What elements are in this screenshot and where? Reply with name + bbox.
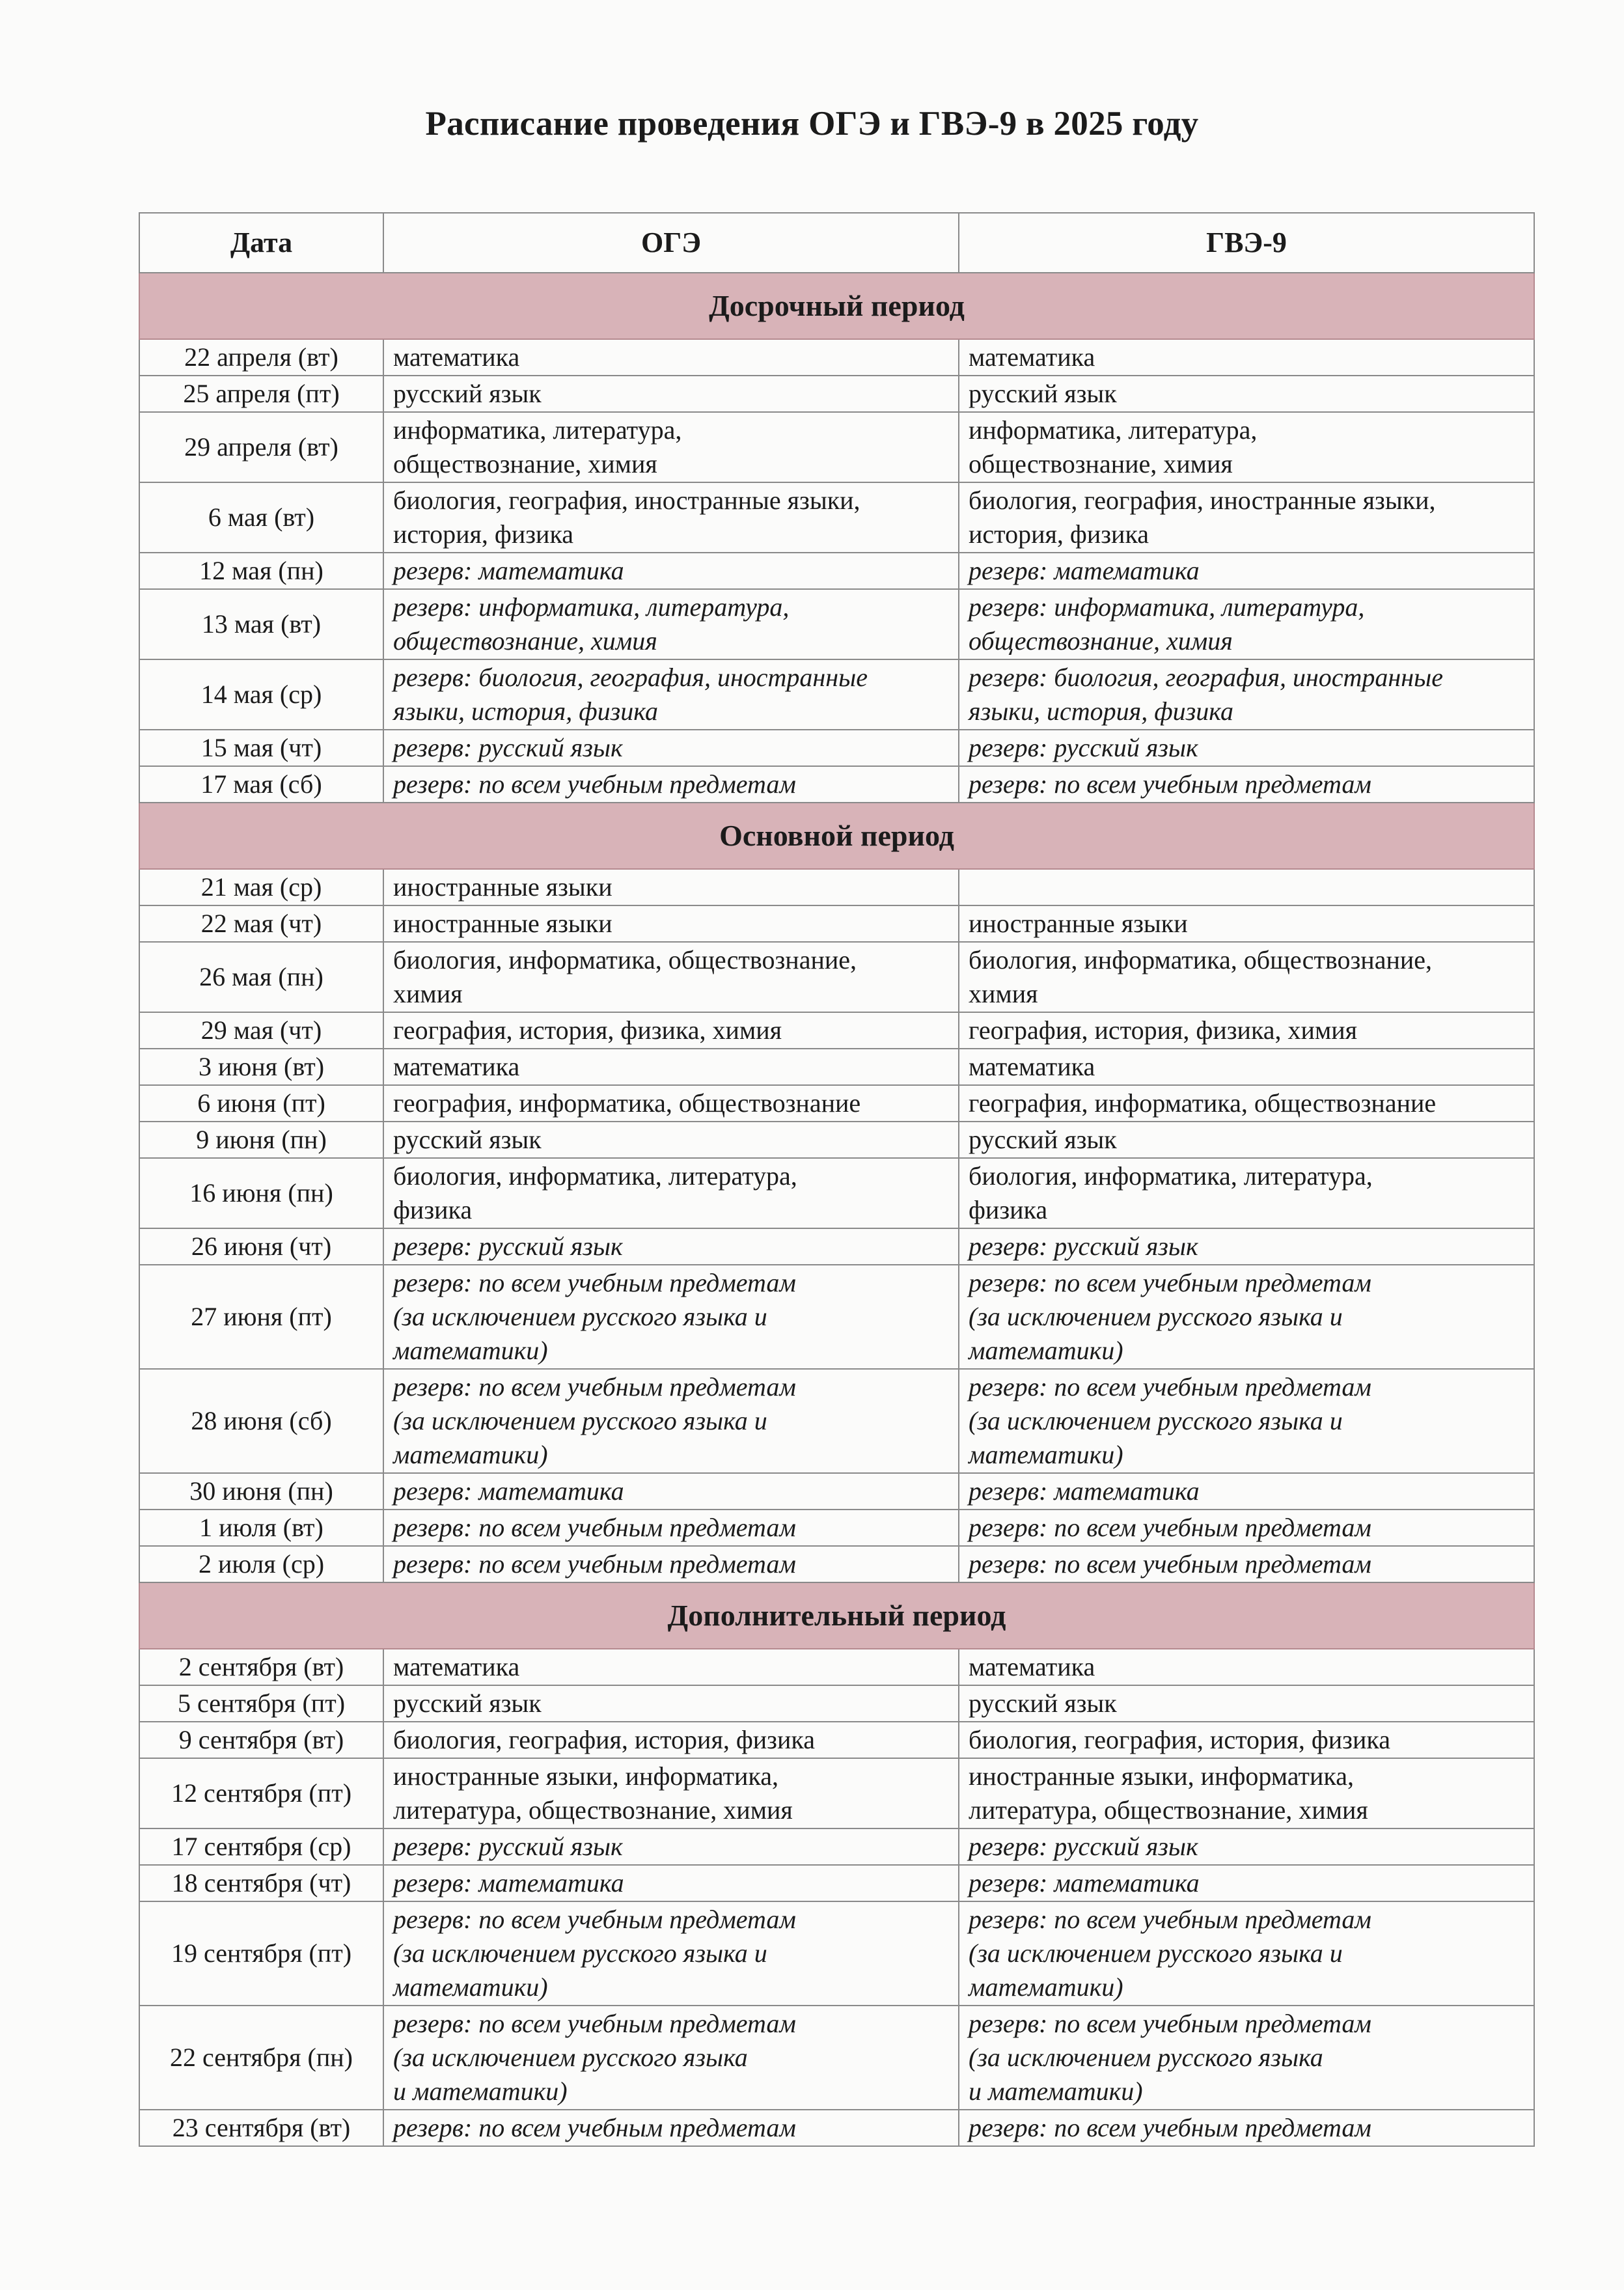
gve-subject-line: обществознание, химия xyxy=(969,626,1233,655)
oge-cell xyxy=(383,1265,959,1369)
date-cell: 18 сентября (чт) xyxy=(139,1865,383,1901)
oge-subject-line: резерв: по всем учебным предметам xyxy=(393,1372,796,1401)
gve-cell xyxy=(959,1012,1534,1049)
gve-subject-line: резерв: по всем учебным предметам xyxy=(969,2009,1371,2038)
date-cell: 22 мая (чт) xyxy=(139,905,383,942)
table-row xyxy=(139,1228,1534,1265)
gve-cell xyxy=(959,2006,1534,2110)
period-row xyxy=(139,273,1534,339)
date-cell: 3 июня (вт) xyxy=(139,1049,383,1085)
gve-cell xyxy=(959,766,1534,803)
gve-cell xyxy=(959,2110,1534,2146)
date-cell: 6 мая (вт) xyxy=(139,482,383,553)
date-cell: 25 апреля (пт) xyxy=(139,376,383,412)
oge-cell xyxy=(383,1722,959,1758)
oge-cell xyxy=(383,1473,959,1510)
gve-subject-line: русский язык xyxy=(969,1689,1117,1718)
gve-cell xyxy=(959,1369,1534,1473)
gve-cell xyxy=(959,376,1534,412)
oge-cell xyxy=(383,1758,959,1828)
gve-subject-line: математики) xyxy=(969,1972,1123,2002)
date-cell: 12 сентября (пт) xyxy=(139,1758,383,1828)
oge-subject-line: резерв: русский язык xyxy=(393,1832,623,1861)
oge-subject-line: математики) xyxy=(393,1336,548,1365)
oge-subject-line: и математики) xyxy=(393,2076,568,2106)
gve-subject-line: резерв: русский язык xyxy=(969,1832,1198,1861)
gve-subject-line: биология, география, история, физика xyxy=(969,1725,1390,1754)
oge-subject-line: химия xyxy=(393,979,463,1008)
table-row xyxy=(139,730,1534,766)
oge-cell xyxy=(383,1049,959,1085)
gve-cell xyxy=(959,412,1534,482)
oge-subject-line: резерв: математика xyxy=(393,556,624,585)
table-row xyxy=(139,1685,1534,1722)
table-row xyxy=(139,1722,1534,1758)
oge-subject-line: резерв: по всем учебным предметам xyxy=(393,2113,796,2142)
table-row xyxy=(139,1265,1534,1369)
table-row xyxy=(139,1758,1534,1828)
gve-subject-line: резерв: информатика, литература, xyxy=(969,592,1365,622)
date-cell: 16 июня (пн) xyxy=(139,1158,383,1228)
gve-subject-line: резерв: по всем учебным предметам xyxy=(969,2113,1371,2142)
oge-subject-line: обществознание, химия xyxy=(393,626,657,655)
gve-cell xyxy=(959,905,1534,942)
gve-subject-line: резерв: русский язык xyxy=(969,733,1198,762)
oge-subject-line: география, информатика, обществознание xyxy=(393,1088,861,1118)
gve-subject-line: резерв: математика xyxy=(969,1476,1200,1506)
date-cell: 15 мая (чт) xyxy=(139,730,383,766)
oge-cell xyxy=(383,1828,959,1865)
table-row xyxy=(139,1049,1534,1085)
gve-subject-line: математики) xyxy=(969,1336,1123,1365)
oge-cell xyxy=(383,2110,959,2146)
oge-cell xyxy=(383,1085,959,1122)
date-cell: 27 июня (пт) xyxy=(139,1265,383,1369)
gve-subject-line: языки, история, физика xyxy=(969,697,1233,726)
oge-subject-line: иностранные языки xyxy=(393,872,612,902)
gve-cell xyxy=(959,659,1534,730)
oge-cell xyxy=(383,1510,959,1546)
table-row xyxy=(139,1901,1534,2006)
table-row xyxy=(139,1510,1534,1546)
oge-subject-line: резерв: биология, география, иностранные xyxy=(393,663,868,692)
oge-subject-line: математика xyxy=(393,1052,520,1081)
oge-cell xyxy=(383,1546,959,1582)
oge-subject-line: резерв: русский язык xyxy=(393,733,623,762)
oge-subject-line: резерв: по всем учебным предметам xyxy=(393,769,796,799)
gve-subject-line: резерв: по всем учебным предметам xyxy=(969,769,1371,799)
oge-cell xyxy=(383,1369,959,1473)
date-cell: 2 июля (ср) xyxy=(139,1546,383,1582)
oge-subject-line: иностранные языки, информатика, xyxy=(393,1761,778,1791)
gve-cell xyxy=(959,1828,1534,1865)
gve-subject-line: иностранные языки, информатика, xyxy=(969,1761,1354,1791)
oge-subject-line: резерв: математика xyxy=(393,1476,624,1506)
oge-subject-line: резерв: по всем учебным предметам xyxy=(393,1905,796,1934)
oge-cell xyxy=(383,905,959,942)
gve-subject-line: математика xyxy=(969,1652,1095,1681)
period-row xyxy=(139,803,1534,869)
table-row xyxy=(139,905,1534,942)
table-row xyxy=(139,766,1534,803)
date-cell: 6 июня (пт) xyxy=(139,1085,383,1122)
oge-subject-line: иностранные языки xyxy=(393,909,612,938)
gve-cell xyxy=(959,1122,1534,1158)
oge-subject-line: математика xyxy=(393,342,520,372)
gve-cell xyxy=(959,1758,1534,1828)
oge-subject-line: биология, география, иностранные языки, xyxy=(393,486,860,515)
gve-cell xyxy=(959,1649,1534,1685)
oge-cell xyxy=(383,339,959,376)
oge-subject-line: история, физика xyxy=(393,519,574,549)
gve-cell xyxy=(959,730,1534,766)
period-title: Дополнительный период xyxy=(139,1582,1534,1649)
table-row xyxy=(139,1158,1534,1228)
date-cell: 26 мая (пн) xyxy=(139,942,383,1012)
gve-subject-line: история, физика xyxy=(969,519,1149,549)
oge-cell xyxy=(383,1228,959,1265)
gve-subject-line: (за исключением русского языка и xyxy=(969,1302,1343,1331)
gve-subject-line: обществознание, химия xyxy=(969,449,1233,478)
gve-cell xyxy=(959,1685,1534,1722)
oge-cell xyxy=(383,1649,959,1685)
gve-subject-line: резерв: математика xyxy=(969,556,1200,585)
date-cell: 17 мая (сб) xyxy=(139,766,383,803)
oge-cell xyxy=(383,766,959,803)
table-row xyxy=(139,376,1534,412)
date-cell: 9 сентября (вт) xyxy=(139,1722,383,1758)
date-cell: 29 мая (чт) xyxy=(139,1012,383,1049)
table-row xyxy=(139,1473,1534,1510)
oge-subject-line: география, история, физика, химия xyxy=(393,1015,782,1045)
gve-cell xyxy=(959,482,1534,553)
gve-cell xyxy=(959,1049,1534,1085)
date-cell: 17 сентября (ср) xyxy=(139,1828,383,1865)
period-title: Основной период xyxy=(139,803,1534,869)
column-header-gve: ГВЭ-9 xyxy=(959,213,1534,273)
date-cell: 26 июня (чт) xyxy=(139,1228,383,1265)
gve-cell xyxy=(959,1158,1534,1228)
gve-subject-line: русский язык xyxy=(969,1125,1117,1154)
gve-cell xyxy=(959,339,1534,376)
oge-cell xyxy=(383,1865,959,1901)
date-cell: 12 мая (пн) xyxy=(139,553,383,589)
oge-cell xyxy=(383,2006,959,2110)
gve-cell xyxy=(959,1510,1534,1546)
gve-subject-line: резерв: по всем учебным предметам xyxy=(969,1268,1371,1297)
gve-cell xyxy=(959,869,1534,905)
oge-cell xyxy=(383,942,959,1012)
gve-subject-line: химия xyxy=(969,979,1038,1008)
oge-cell xyxy=(383,659,959,730)
oge-subject-line: языки, история, физика xyxy=(393,697,658,726)
table-row xyxy=(139,2006,1534,2110)
oge-subject-line: (за исключением русского языка xyxy=(393,2043,748,2072)
gve-cell xyxy=(959,1722,1534,1758)
gve-cell xyxy=(959,1901,1534,2006)
table-row xyxy=(139,869,1534,905)
oge-cell xyxy=(383,1158,959,1228)
gve-cell xyxy=(959,553,1534,589)
gve-subject-line: резерв: биология, география, иностранные xyxy=(969,663,1443,692)
gve-cell xyxy=(959,1228,1534,1265)
table-row xyxy=(139,553,1534,589)
gve-subject-line: и математики) xyxy=(969,2076,1143,2106)
oge-subject-line: биология, информатика, обществознание, xyxy=(393,945,857,974)
oge-subject-line: биология, информатика, литература, xyxy=(393,1161,797,1191)
oge-subject-line: биология, география, история, физика xyxy=(393,1725,815,1754)
date-cell: 9 июня (пн) xyxy=(139,1122,383,1158)
table-row xyxy=(139,589,1534,659)
date-cell: 13 мая (вт) xyxy=(139,589,383,659)
oge-cell xyxy=(383,730,959,766)
table-row xyxy=(139,1828,1534,1865)
table-row xyxy=(139,1865,1534,1901)
date-cell: 5 сентября (пт) xyxy=(139,1685,383,1722)
date-cell: 23 сентября (вт) xyxy=(139,2110,383,2146)
oge-subject-line: литература, обществознание, химия xyxy=(393,1795,793,1825)
gve-cell xyxy=(959,1265,1534,1369)
oge-cell xyxy=(383,869,959,905)
gve-subject-line: география, информатика, обществознание xyxy=(969,1088,1437,1118)
oge-subject-line: обществознание, химия xyxy=(393,449,657,478)
oge-subject-line: математика xyxy=(393,1652,520,1681)
table-row xyxy=(139,339,1534,376)
oge-subject-line: русский язык xyxy=(393,1689,542,1718)
gve-subject-line: русский язык xyxy=(969,379,1117,408)
gve-subject-line: (за исключением русского языка xyxy=(969,2043,1323,2072)
period-title: Досрочный период xyxy=(139,273,1534,339)
oge-cell xyxy=(383,1012,959,1049)
schedule-table xyxy=(139,212,1535,2147)
gve-subject-line: иностранные языки xyxy=(969,909,1188,938)
oge-cell xyxy=(383,412,959,482)
table-row xyxy=(139,2110,1534,2146)
gve-subject-line: резерв: по всем учебным предметам xyxy=(969,1905,1371,1934)
gve-subject-line: математика xyxy=(969,342,1095,372)
date-cell: 22 сентября (пн) xyxy=(139,2006,383,2110)
column-header-oge: ОГЭ xyxy=(383,213,959,273)
oge-subject-line: (за исключением русского языка и xyxy=(393,1938,767,1968)
oge-subject-line: резерв: по всем учебным предметам xyxy=(393,1513,796,1542)
gve-cell xyxy=(959,1546,1534,1582)
oge-cell xyxy=(383,1122,959,1158)
gve-subject-line: (за исключением русского языка и xyxy=(969,1406,1343,1435)
gve-subject-line: математики) xyxy=(969,1440,1123,1469)
oge-cell xyxy=(383,1901,959,2006)
oge-subject-line: резерв: информатика, литература, xyxy=(393,592,790,622)
gve-subject-line: резерв: русский язык xyxy=(969,1232,1198,1261)
gve-cell xyxy=(959,942,1534,1012)
table-row xyxy=(139,942,1534,1012)
oge-subject-line: резерв: математика xyxy=(393,1868,624,1897)
table-row xyxy=(139,1012,1534,1049)
table-row xyxy=(139,1649,1534,1685)
page-title: Расписание проведения ОГЭ и ГВЭ-9 в 2025 году xyxy=(425,105,1199,143)
table-row xyxy=(139,1085,1534,1122)
oge-subject-line: (за исключением русского языка и xyxy=(393,1302,767,1331)
gve-cell xyxy=(959,589,1534,659)
gve-subject-line: география, история, физика, химия xyxy=(969,1015,1358,1045)
oge-subject-line: резерв: русский язык xyxy=(393,1232,623,1261)
header-row xyxy=(139,213,1534,273)
date-cell: 30 июня (пн) xyxy=(139,1473,383,1510)
oge-cell xyxy=(383,1685,959,1722)
table-row xyxy=(139,659,1534,730)
date-cell: 22 апреля (вт) xyxy=(139,339,383,376)
oge-subject-line: математики) xyxy=(393,1440,548,1469)
gve-cell xyxy=(959,1085,1534,1122)
oge-cell xyxy=(383,376,959,412)
oge-subject-line: (за исключением русского языка и xyxy=(393,1406,767,1435)
gve-subject-line: литература, обществознание, химия xyxy=(969,1795,1368,1825)
table-row xyxy=(139,482,1534,553)
oge-subject-line: резерв: по всем учебным предметам xyxy=(393,1549,796,1579)
oge-cell xyxy=(383,482,959,553)
date-cell: 14 мая (ср) xyxy=(139,659,383,730)
oge-subject-line: физика xyxy=(393,1195,473,1224)
table-row xyxy=(139,1369,1534,1473)
oge-subject-line: резерв: по всем учебным предметам xyxy=(393,1268,796,1297)
oge-subject-line: русский язык xyxy=(393,379,542,408)
schedule-body xyxy=(139,273,1534,2146)
oge-subject-line: русский язык xyxy=(393,1125,542,1154)
gve-subject-line: резерв: по всем учебным предметам xyxy=(969,1549,1371,1579)
oge-cell xyxy=(383,553,959,589)
gve-subject-line: (за исключением русского языка и xyxy=(969,1938,1343,1968)
oge-subject-line: математики) xyxy=(393,1972,548,2002)
date-cell: 21 мая (ср) xyxy=(139,869,383,905)
column-header-date: Дата xyxy=(139,213,383,273)
gve-subject-line: информатика, литература, xyxy=(969,415,1258,445)
table-row xyxy=(139,1122,1534,1158)
date-cell: 2 сентября (вт) xyxy=(139,1649,383,1685)
gve-subject-line: математика xyxy=(969,1052,1095,1081)
date-cell: 19 сентября (пт) xyxy=(139,1901,383,2006)
gve-subject-line: биология, информатика, обществознание, xyxy=(969,945,1433,974)
gve-subject-line: резерв: математика xyxy=(969,1868,1200,1897)
gve-cell xyxy=(959,1473,1534,1510)
gve-subject-line: биология, информатика, литература, xyxy=(969,1161,1373,1191)
period-row xyxy=(139,1582,1534,1649)
gve-subject-line: резерв: по всем учебным предметам xyxy=(969,1513,1371,1542)
oge-cell xyxy=(383,589,959,659)
gve-subject-line: физика xyxy=(969,1195,1048,1224)
gve-subject-line: резерв: по всем учебным предметам xyxy=(969,1372,1371,1401)
date-cell: 29 апреля (вт) xyxy=(139,412,383,482)
table-row xyxy=(139,1546,1534,1582)
gve-cell xyxy=(959,1865,1534,1901)
gve-subject-line: биология, география, иностранные языки, xyxy=(969,486,1436,515)
oge-subject-line: резерв: по всем учебным предметам xyxy=(393,2009,796,2038)
table-row xyxy=(139,412,1534,482)
date-cell: 1 июля (вт) xyxy=(139,1510,383,1546)
date-cell: 28 июня (сб) xyxy=(139,1369,383,1473)
oge-subject-line: информатика, литература, xyxy=(393,415,682,445)
